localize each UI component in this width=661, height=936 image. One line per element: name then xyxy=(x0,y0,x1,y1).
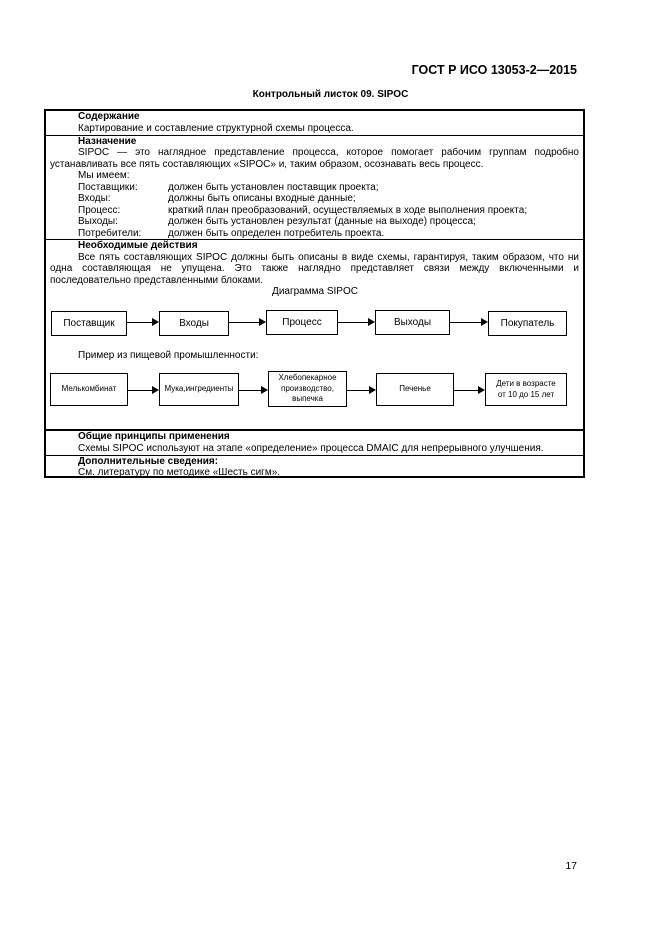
additional-text: См. литературу по методике «Шесть сигм». xyxy=(78,467,281,478)
purpose-item-value: должен быть установлен результат (данные на выходе) процесса; xyxy=(168,216,476,227)
content-text: Картирование и составление структурной схемы процесса. xyxy=(78,123,354,134)
purpose-item-value: краткий план преобразований, осуществляемых в ходе выполнения проекта; xyxy=(168,204,528,216)
sipoc-diagram-title: Диаграмма SIPOC xyxy=(272,286,358,297)
sipoc-box-inputs: Входы xyxy=(159,311,229,336)
purpose-list-item xyxy=(78,193,356,205)
example-box-cookies xyxy=(376,373,454,406)
page-number: 17 xyxy=(565,860,577,872)
additional-heading: Дополнительные сведения: xyxy=(78,456,219,467)
purpose-item-key: Поставщики: xyxy=(78,181,138,193)
principles-heading: Общие принципы применения xyxy=(78,431,230,442)
example-box-line: Дети в возрасте xyxy=(496,379,556,388)
example-box-line: ингредиенты xyxy=(185,384,234,394)
arrow-right-icon xyxy=(128,390,157,391)
example-box-line: от 10 до 15 лет xyxy=(497,389,555,399)
purpose-item-value: должны быть описаны входные данные; xyxy=(168,193,356,204)
content-heading: Содержание xyxy=(78,111,140,122)
example-box-line: Мука, xyxy=(164,384,186,394)
purpose-item-key: Входы: xyxy=(78,193,111,204)
purpose-item-key: Потребители: xyxy=(78,227,142,239)
sipoc-box-supplier: Поставщик xyxy=(51,311,127,336)
purpose-item-key: Выходы: xyxy=(78,216,118,227)
sipoc-box-outputs: Выходы xyxy=(375,310,450,335)
purpose-list-item xyxy=(78,216,476,228)
example-box-bakery xyxy=(268,371,347,407)
standard-number: ГОСТ Р ИСО 13053-2—2015 xyxy=(411,63,577,77)
sipoc-box-customer: Покупатель xyxy=(488,311,567,336)
arrow-right-icon xyxy=(239,390,266,391)
example-box-line: производство, xyxy=(281,383,334,393)
actions-heading: Необходимые действия xyxy=(78,240,198,251)
checklist-title: Контрольный листок 09. SIPOC xyxy=(252,89,409,100)
arrow-right-icon xyxy=(229,322,264,323)
arrow-right-icon xyxy=(338,322,373,323)
purpose-we-have: Мы имеем: xyxy=(78,170,130,181)
arrow-right-icon xyxy=(347,390,374,391)
purpose-item-value: должен быть определен потребитель проекта. xyxy=(168,227,385,239)
purpose-list-item xyxy=(78,228,384,240)
example-box-line: выпечка xyxy=(292,394,323,404)
example-box-line: Хлебопекарное xyxy=(278,373,337,383)
arrow-right-icon xyxy=(450,322,486,323)
purpose-list-item xyxy=(78,205,527,217)
arrow-right-icon xyxy=(454,390,483,391)
example-box-flour xyxy=(159,373,239,406)
sipoc-box-process: Процесс xyxy=(266,310,338,335)
purpose-heading: Назначение xyxy=(78,136,137,147)
actions-text: Все пять составляющих SIPOC должны быть описаны в виде схемы, гарантируя, таким образом, что ни одна составляющая не упущена. Это также наглядно представляет связи между включенными и последовательно представленными блоками. xyxy=(50,251,579,286)
example-box-mill xyxy=(50,373,128,406)
principles-text: Схемы SIPOC используют на этапе «определение» процесса DMAIC для непрерывного улучшения. xyxy=(78,443,544,454)
purpose-item-value: должен быть установлен поставщик проекта; xyxy=(168,181,379,193)
example-box-line: Мелькомбинат xyxy=(61,384,117,394)
example-box-line: Печенье xyxy=(399,384,431,394)
arrow-right-icon xyxy=(127,322,157,323)
purpose-text: SIPOC — это наглядное представление процесса, которое помогает рабочим группам подробно устанавливать все пять составляющих «SIPOC» и, таким образом, осознавать весь процесс. xyxy=(50,147,579,170)
example-title: Пример из пищевой промышленности: xyxy=(78,350,259,361)
purpose-item-key: Процесс: xyxy=(78,204,121,216)
example-box-children xyxy=(485,373,567,406)
purpose-list-item xyxy=(78,182,379,194)
